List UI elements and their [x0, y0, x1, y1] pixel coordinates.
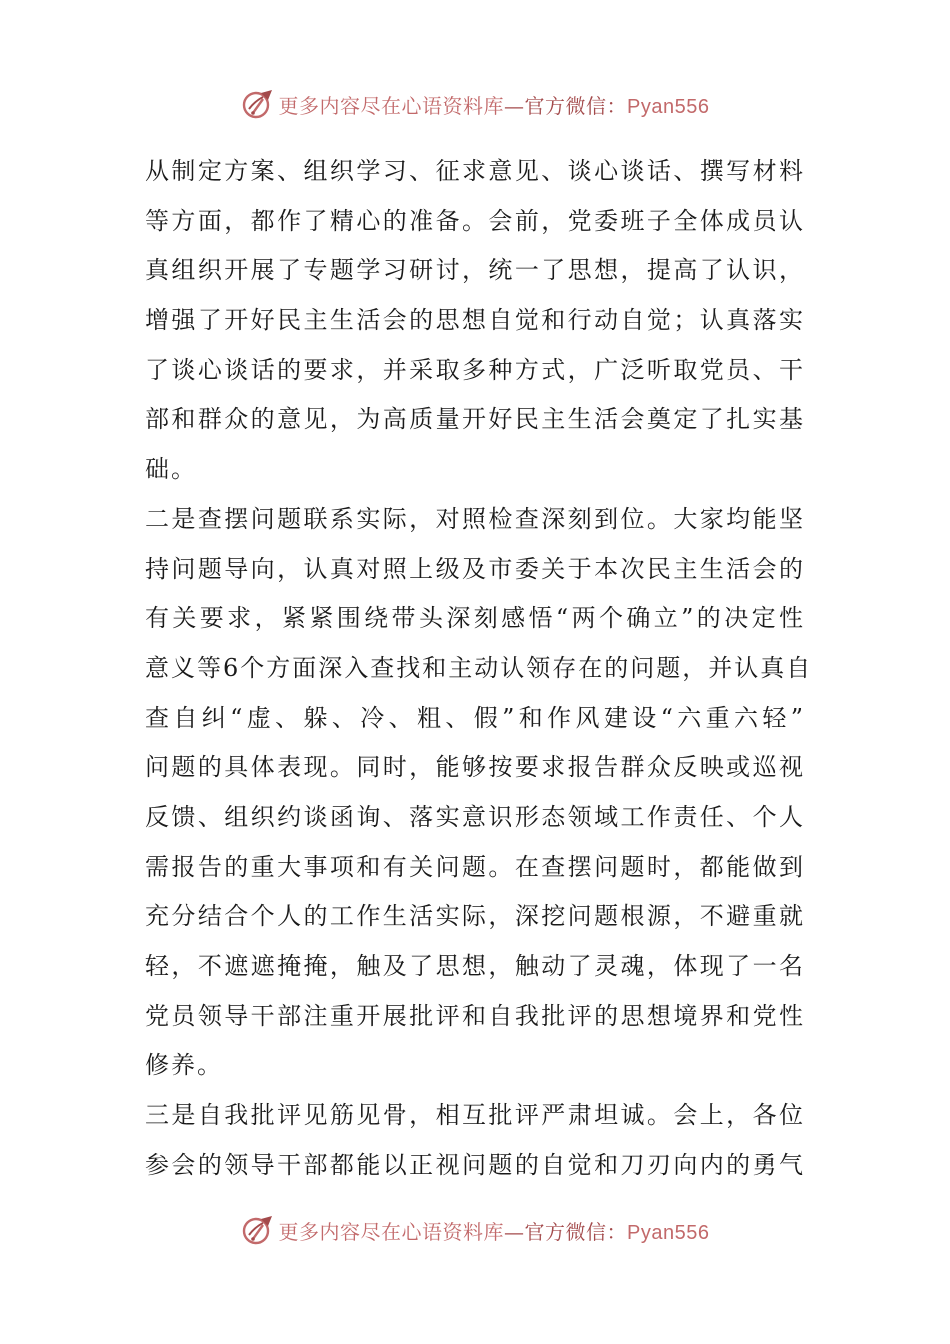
footer-wechat-id: Pyan556: [627, 1221, 710, 1244]
body-line: 从制定方案、组织学习、征求意见、谈心谈话、撰写材料: [145, 157, 805, 185]
footer-banner-sep: —: [504, 1219, 525, 1244]
pen-logo-icon: [241, 87, 275, 121]
body-line: 有关要求，紧紧围绕带头深刻感悟“两个确立”的决定性: [145, 604, 805, 633]
body-line: 了谈心谈话的要求，并采取多种方式，广泛听取党员、干: [145, 355, 805, 384]
pen-logo-icon: [241, 1213, 275, 1247]
header-banner-sep: —: [504, 93, 525, 118]
header-banner-main: 更多内容尽在心语资料库: [278, 93, 505, 118]
body-line: 三是自我批评见筋见骨，相互批评严肃坦诚。会上，各位: [145, 1101, 805, 1130]
header-wechat-id: Pyan556: [627, 95, 710, 118]
body-line: 查自纠“虚、躲、冷、粗、假”和作风建设“六重六轻”: [145, 703, 805, 732]
body-line: 意义等6个方面深入查找和主动认领存在的问题，并认真自: [145, 653, 813, 682]
footer-banner: [0, 1210, 950, 1250]
body-line: 轻，不遮遮掩掩，触及了思想，触动了灵魂，体现了一名: [145, 952, 805, 980]
body-line: 参会的领导干部都能以正视问题的自觉和刀刃向内的勇气: [145, 1150, 805, 1179]
body-line: 持问题导向，认真对照上级及市委关于本次民主生活会的: [145, 554, 805, 583]
body-line: 反馈、组织约谈函询、落实意识形态领域工作责任、个人: [145, 802, 805, 831]
body-line: 真组织开展了专题学习研讨，统一了思想，提高了认识，: [145, 256, 805, 285]
body-line: 等方面，都作了精心的准备。会前，党委班子全体成员认: [145, 206, 805, 235]
body-line: 部和群众的意见，为高质量开好民主生活会奠定了扎实基: [145, 405, 805, 434]
footer-banner-text: [279, 1216, 710, 1245]
body-line: 增强了开好民主生活会的思想自觉和行动自觉；认真落实: [145, 306, 805, 335]
body-line: 问题的具体表现。同时，能够按要求报告群众反映或巡视: [145, 753, 805, 782]
header-banner-text: [279, 90, 710, 119]
body-line: 充分结合个人的工作生活实际，深挖问题根源，不避重就: [145, 902, 805, 931]
header-banner: [0, 84, 950, 124]
footer-wechat-label: 官方微信：: [524, 1219, 628, 1244]
footer-banner-main: 更多内容尽在心语资料库: [278, 1219, 505, 1244]
document-body: [145, 147, 813, 1190]
body-line: 需报告的重大事项和有关问题。在查摆问题时，都能做到: [145, 852, 805, 881]
body-line: 础。: [145, 455, 197, 484]
body-line: 二是查摆问题联系实际，对照检查深刻到位。大家均能坚: [145, 504, 805, 533]
body-line: 党员领导干部注重开展批评和自我批评的思想境界和党性: [145, 1001, 805, 1030]
body-line: 修养。: [145, 1051, 223, 1080]
header-wechat-label: 官方微信：: [524, 93, 628, 118]
